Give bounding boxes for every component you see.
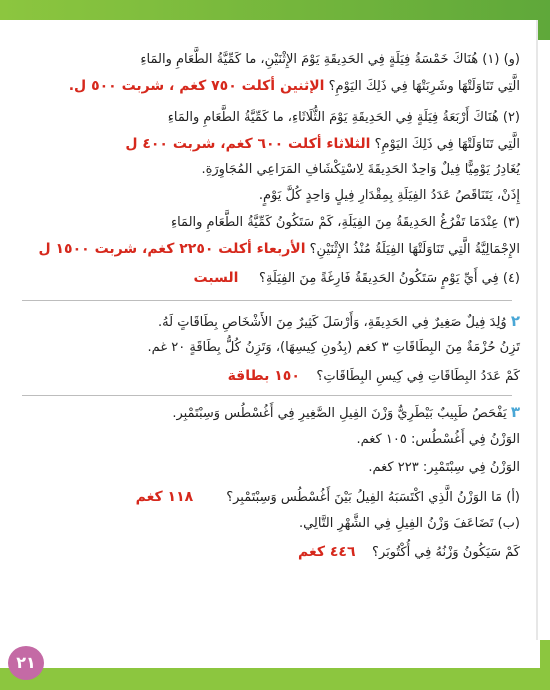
q3-answer-b: ٤٤٦ كغم: [297, 544, 356, 560]
q3-text-6: كَمْ سَيَكُونُ وَزْنُهُ فِي أُكْتُوبَر؟: [372, 545, 520, 560]
q-o-text-2: الَّتِي تَنَاوَلَتْهَا وشَرِبَتْهَا فِي ذَلِكَ اليَوْمِ؟: [328, 79, 520, 94]
q3-text-1: يَفْحَصُ طَبِيبٌ بَيْطَرِيٌّ وَزْنَ الفِيلِ الصَّغِيرِ فِي أَغُسْطُس وَسِبْتَمْبِر.: [172, 406, 507, 421]
q3-line-4: [20, 489, 520, 505]
q-o-line-4: [20, 136, 520, 152]
q3-line-2: الوَزْنُ فِي أَغُسْطُس: ١٠٥ كغم.: [356, 432, 520, 447]
bottom-green-band: [0, 640, 550, 690]
q-o-line-9: [20, 270, 520, 286]
q3-line-5: (ب) تَضَاعَفَ وَزْنُ الفِيلِ فِي الشَّهْرِ التَّالِي.: [298, 516, 520, 531]
q-o-text-4: الَّتِي تَنَاوَلَتْهَا فِي ذَلِكَ اليَوْمِ؟: [374, 137, 520, 152]
q-o-text-8: الإِجْمَالِيَّةُ الَّتِي تَنَاوَلَتْهَا الفِيَلَةُ مُنْذُ الإِثْنَيْنِ؟: [309, 242, 520, 257]
q3-line-1: [20, 403, 520, 421]
q3-text-4: (أ) مَا الوَزْنُ الَّذِي اكْتَسَبَهُ الفِيلُ بَيْنَ أَغُسْطُس وَسِبْتَمْبِر؟: [226, 490, 520, 505]
q-o-line-1: (و) (١) هُنَاكَ خَمْسَةُ فِيَلَةٍ فِي الحَدِيقَةِ يَوْمَ الإِثْنَيْنِ، ما كَمِّيَّةُ الطَّعَامِ والمَاءِ: [140, 52, 520, 67]
q-o-line-8: [20, 241, 520, 257]
bottom-curve: [0, 640, 540, 668]
q-o-text-9: (٤) فِي أَيِّ يَوْمٍ سَتَكُونُ الحَدِيقَةُ فَارِغَةً مِنَ الفِيَلَةِ؟: [259, 271, 520, 286]
q2-line-2: تَزِنُ حُزْمَةٌ مِنَ البِطَاقَاتِ ٣ كغم (بِدُونِ كِيسِهَا)، وَتَزِنُ كُلُّ بِطَاقَةٍ ٢٠ غم.: [147, 340, 520, 355]
q3-line-3: الوَزْنُ فِي سِبْتَمْبِر: ٢٢٣ كغم.: [368, 460, 520, 475]
separator-2: [22, 395, 512, 396]
q-o-line-2: [20, 78, 520, 94]
q2-line-3: [20, 368, 520, 384]
page-number-badge: ٢١: [8, 646, 44, 680]
separator-1: [22, 300, 512, 301]
q3-line-6: [20, 544, 520, 560]
q-o-line-6: إِذَنْ، يَتَنَاقَصُ عَدَدُ الفِيَلَةِ بِمِقْدَارِ فِيلٍ وَاحِدٍ كُلَّ يَوْمٍ.: [258, 188, 520, 203]
answer-2: الثلاثاء أكلت ٦٠٠ كغم، شربت ٤٠٠ ل: [125, 136, 371, 152]
q2-number: ٢: [510, 312, 520, 330]
q3-number: ٣: [510, 403, 520, 421]
q2-text-1: وُلِدَ فِيلٌ صَغِيرٌ فِي الحَدِيقَةِ، وَأَرْسَلَ كَثِيرٌ مِنَ الأَشْخَاصِ بِطَاقَاتٍ لَهُ.: [158, 315, 507, 330]
answer-4: السبت: [193, 270, 239, 286]
q3-answer-a: ١١٨ كغم: [135, 489, 194, 505]
q-o-line-7: (٣) عِنْدَمَا تَفْرُغُ الحَدِيقَةُ مِنَ الفِيَلَةِ، كَمْ سَتَكُونُ كَمِّيَّةُ الطَّعَامِ والمَاءِ: [170, 215, 520, 230]
q-o-line-5: يُغَادِرُ يَوْمِيًّا فِيلٌ وَاحِدٌ الحَدِيقَةَ لِاسْتِكْشَافِ المَرَاعِي المُجَاوِرَةِ.: [201, 162, 520, 177]
margin-rule: [536, 20, 538, 640]
q2-text-3: كَمْ عَدَدُ البِطَاقَاتِ فِي كِيسِ البِطَاقَاتِ؟: [316, 369, 520, 384]
answer-3: الأربعاء أكلت ٢٢٥٠ كغم، شربت ١٥٠٠ ل: [38, 241, 306, 257]
q2-answer: ١٥٠ بطاقة: [227, 368, 300, 384]
q2-line-1: [20, 312, 520, 330]
q-o-line-3: (٢) هُنَاكَ أَرْبَعَةُ فِيَلَةٍ فِي الحَدِيقَةِ يَوْمَ الثُّلَاثَاءِ، ما كَمِّيَّةُ الطَّعَامِ والمَاءِ: [167, 110, 520, 125]
answer-1: الإثنين أكلت ٧٥٠ كغم ، شربت ٥٠٠ ل.: [68, 78, 325, 94]
